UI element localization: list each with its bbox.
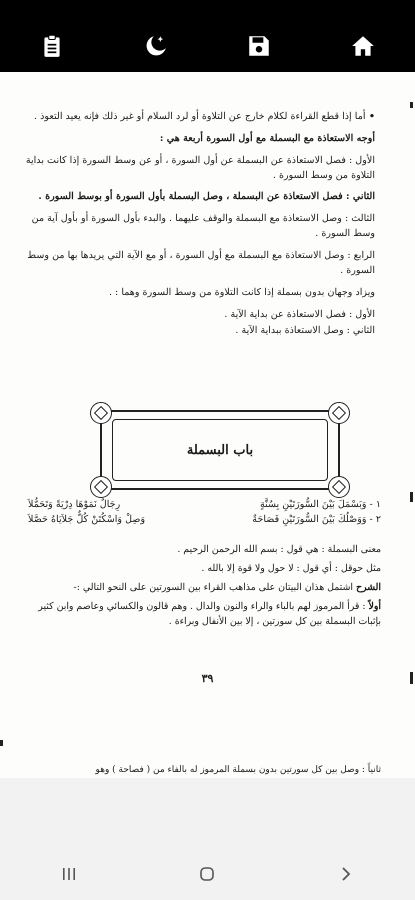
verse-number: ٢ <box>375 514 381 526</box>
verse-left: رِجَالٌ نَمَوْهَا دِرْيَةً وَتَحَمُّلاَ <box>28 499 121 510</box>
poem-verses <box>28 497 381 528</box>
poem-row <box>28 497 381 512</box>
page-content <box>22 110 375 346</box>
ornament-icon <box>90 402 112 424</box>
verse-left: وَصِلْ وَاسْكُتَنْ كُلٌّ جَلاَيَاهُ حَصَّلاَ <box>28 514 146 526</box>
definition-basmala: معنى البسملة : هي قول : بسم الله الرحمن الرحيم . <box>177 544 381 555</box>
case-one: الأول : فصل الاستعاذة عن البسملة عن أول السورة ، أو عن وسط السورة إذا كانت بداية التلاوة من وسط السورة . <box>25 154 375 181</box>
case-two: الثاني : فصل الاستعاذة عن البسملة ، وصل البسملة بأول السورة أو بوسط السورة . <box>38 191 375 203</box>
book-page <box>0 72 415 778</box>
chapter-title: باب البسملة <box>186 442 254 458</box>
page-edge-mark <box>410 102 413 108</box>
case-four: الرابع : وصل الاستعاذة مع البسملة مع أول السورة ، أو مع الآية التي يريدها بها من وسط السورة . <box>27 250 375 276</box>
verse-right: ١ - وَبَسْمَلَ بَيْنَ السُّورَتَيْنِ بِسُنَّةٍ <box>259 499 381 510</box>
system-nav-bar <box>0 848 415 900</box>
extra-case-two: الثاني : وصل الاستعاذة ببداية الآية . <box>235 325 375 337</box>
home-icon[interactable] <box>343 26 383 66</box>
poem-row <box>28 512 381 527</box>
save-icon[interactable] <box>239 26 279 66</box>
sharh-paragraph: الشرح اشتمل هذان البيتان على مذاهب القراء بين السورتين على النحو التالي :- <box>73 582 381 594</box>
page-bottom-gap <box>0 778 415 848</box>
sharh-label: الشرح <box>355 582 381 594</box>
extra-case-one: الأول : فصل الاستعاذة عن بداية الآية . <box>224 308 375 320</box>
case-three: الثالث : وصل الاستعاذة مع البسملة والوقف عليهما . والبدء بأول السورة أو بأول آية من وسط السورة . <box>31 213 375 240</box>
verse-number: ١ <box>375 499 381 510</box>
page-edge-mark <box>0 740 3 746</box>
definitions <box>22 542 381 633</box>
page-number: ٣٩ <box>201 672 214 685</box>
definition-hawqal: مثل حوقل : أي قول : لا حول ولا قوة إلا بالله . <box>201 563 381 575</box>
moon-icon[interactable] <box>136 26 176 66</box>
first-label: أولاً <box>368 601 381 613</box>
extra-cases: ويزاد وجهان بدون بسملة إذا كانت التلاوة من وسط السورة وهما : . <box>108 286 375 298</box>
verse-right: ٢ - وَوَصْلُكَ بَيْنَ السُّورَتَيْنِ فَصَاحَةٌ <box>252 514 381 526</box>
back-chevron-icon[interactable] <box>326 856 366 892</box>
next-page-excerpt: ثانياً : وصل بين كل سورتين بدون بسملة المرموز له بالفاء من ( فصاحة ) وهو <box>95 765 381 775</box>
clipboard-icon[interactable] <box>32 26 72 66</box>
top-toolbar <box>0 0 415 72</box>
page-edge-mark <box>410 492 413 502</box>
bullet-paragraph: • أما إذا قطع القراءة لكلام خارج عن التلاوة أو لرد السلام أو غير ذلك فإنه يعيد التعوذ . <box>22 110 375 125</box>
ornament-icon <box>328 476 350 498</box>
ornament-icon <box>328 402 350 424</box>
section-heading: أوجه الاستعاذة مع البسملة مع أول السورة أربعة هي : <box>159 132 375 144</box>
chapter-banner <box>100 410 340 490</box>
home-circle-icon[interactable] <box>187 856 227 892</box>
first-paragraph: أولاً : قرأ المرموز لهم بالباء والراء والنون والدال . وهم قالون والكسائي وعاصم وابن كثير بإثبات البسملة بين كل سورتين ، إلا بين الأنفال وبراءة . <box>38 601 381 628</box>
ornament-icon <box>90 476 112 498</box>
recent-apps-icon[interactable] <box>49 856 89 892</box>
